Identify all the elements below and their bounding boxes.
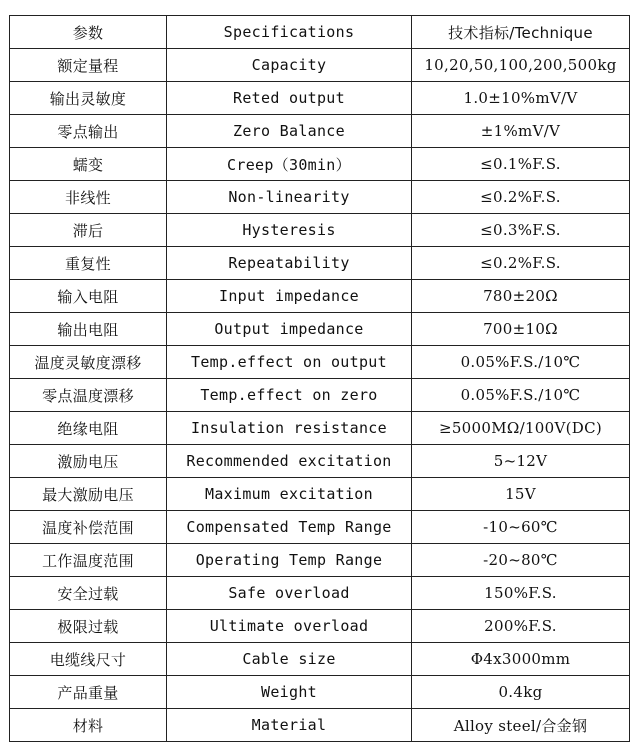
value-cell: Φ4x3000mm bbox=[412, 643, 630, 676]
value-cell: 700±10Ω bbox=[412, 313, 630, 346]
value-cell: ≤0.3%F.S. bbox=[412, 214, 630, 247]
parameter-cell: 输出电阻 bbox=[10, 313, 167, 346]
value-cell: 1.0±10%mV/V bbox=[412, 82, 630, 115]
table-row bbox=[10, 346, 630, 379]
value-cell: ≥5000MΩ/100V(DC) bbox=[412, 412, 630, 445]
value-cell: 15V bbox=[412, 478, 630, 511]
value-cell: ≤0.2%F.S. bbox=[412, 247, 630, 280]
specification-cell: Compensated Temp Range bbox=[167, 511, 412, 544]
parameter-cell: 产品重量 bbox=[10, 676, 167, 709]
value-cell: 0.05%F.S./10℃ bbox=[412, 346, 630, 379]
parameter-cell: 蠕变 bbox=[10, 148, 167, 181]
specifications-table bbox=[9, 15, 630, 742]
parameter-cell: 最大激励电压 bbox=[10, 478, 167, 511]
specification-cell: Recommended excitation bbox=[167, 445, 412, 478]
specification-cell: Safe overload bbox=[167, 577, 412, 610]
table-row bbox=[10, 280, 630, 313]
table-row bbox=[10, 676, 630, 709]
specification-cell: Weight bbox=[167, 676, 412, 709]
parameter-cell: 输出灵敏度 bbox=[10, 82, 167, 115]
specification-cell: Non-linearity bbox=[167, 181, 412, 214]
parameter-cell: 零点输出 bbox=[10, 115, 167, 148]
table-row bbox=[10, 247, 630, 280]
table-row bbox=[10, 511, 630, 544]
specification-cell: Zero Balance bbox=[167, 115, 412, 148]
parameter-cell: 输入电阻 bbox=[10, 280, 167, 313]
value-cell: Alloy steel/合金钢 bbox=[412, 709, 630, 742]
parameter-cell: 激励电压 bbox=[10, 445, 167, 478]
table-body bbox=[10, 49, 630, 742]
specification-cell: Cable size bbox=[167, 643, 412, 676]
table-header-row bbox=[10, 16, 630, 49]
specification-cell: Output impedance bbox=[167, 313, 412, 346]
specification-cell: Maximum excitation bbox=[167, 478, 412, 511]
table-row bbox=[10, 577, 630, 610]
specification-cell: Repeatability bbox=[167, 247, 412, 280]
value-cell: ±1%mV/V bbox=[412, 115, 630, 148]
table-row bbox=[10, 49, 630, 82]
parameter-cell: 额定量程 bbox=[10, 49, 167, 82]
specification-cell: Operating Temp Range bbox=[167, 544, 412, 577]
table-row bbox=[10, 379, 630, 412]
value-cell: 200%F.S. bbox=[412, 610, 630, 643]
specification-cell: Capacity bbox=[167, 49, 412, 82]
table-row bbox=[10, 544, 630, 577]
specification-cell: Hysteresis bbox=[167, 214, 412, 247]
specification-cell: Insulation resistance bbox=[167, 412, 412, 445]
parameter-cell: 安全过载 bbox=[10, 577, 167, 610]
specification-cell: Temp.effect on output bbox=[167, 346, 412, 379]
header-technique: 技术指标/Technique bbox=[412, 16, 630, 49]
value-cell: -10~60℃ bbox=[412, 511, 630, 544]
specification-cell: Material bbox=[167, 709, 412, 742]
value-cell: 0.4kg bbox=[412, 676, 630, 709]
table-row bbox=[10, 709, 630, 742]
parameter-cell: 重复性 bbox=[10, 247, 167, 280]
parameter-cell: 电缆线尺寸 bbox=[10, 643, 167, 676]
value-cell: 780±20Ω bbox=[412, 280, 630, 313]
parameter-cell: 极限过载 bbox=[10, 610, 167, 643]
value-cell: ≤0.1%F.S. bbox=[412, 148, 630, 181]
value-cell: -20~80℃ bbox=[412, 544, 630, 577]
table-row bbox=[10, 148, 630, 181]
table-row bbox=[10, 181, 630, 214]
value-cell: 5~12V bbox=[412, 445, 630, 478]
table-row bbox=[10, 313, 630, 346]
header-parameter: 参数 bbox=[10, 16, 167, 49]
table-row bbox=[10, 478, 630, 511]
parameter-cell: 滞后 bbox=[10, 214, 167, 247]
specification-cell: Ultimate overload bbox=[167, 610, 412, 643]
table-row bbox=[10, 115, 630, 148]
parameter-cell: 非线性 bbox=[10, 181, 167, 214]
specification-cell: Creep（30min） bbox=[167, 148, 412, 181]
table-row bbox=[10, 643, 630, 676]
table-row bbox=[10, 82, 630, 115]
parameter-cell: 绝缘电阻 bbox=[10, 412, 167, 445]
parameter-cell: 温度补偿范围 bbox=[10, 511, 167, 544]
specification-cell: Reted output bbox=[167, 82, 412, 115]
table-row bbox=[10, 445, 630, 478]
table-row bbox=[10, 214, 630, 247]
specification-cell: Temp.effect on zero bbox=[167, 379, 412, 412]
table-row bbox=[10, 610, 630, 643]
value-cell: 0.05%F.S./10℃ bbox=[412, 379, 630, 412]
value-cell: 150%F.S. bbox=[412, 577, 630, 610]
value-cell: 10,20,50,100,200,500kg bbox=[412, 49, 630, 82]
specification-cell: Input impedance bbox=[167, 280, 412, 313]
parameter-cell: 温度灵敏度漂移 bbox=[10, 346, 167, 379]
table-row bbox=[10, 412, 630, 445]
header-specifications: Specifications bbox=[167, 16, 412, 49]
parameter-cell: 工作温度范围 bbox=[10, 544, 167, 577]
parameter-cell: 零点温度漂移 bbox=[10, 379, 167, 412]
value-cell: ≤0.2%F.S. bbox=[412, 181, 630, 214]
parameter-cell: 材料 bbox=[10, 709, 167, 742]
